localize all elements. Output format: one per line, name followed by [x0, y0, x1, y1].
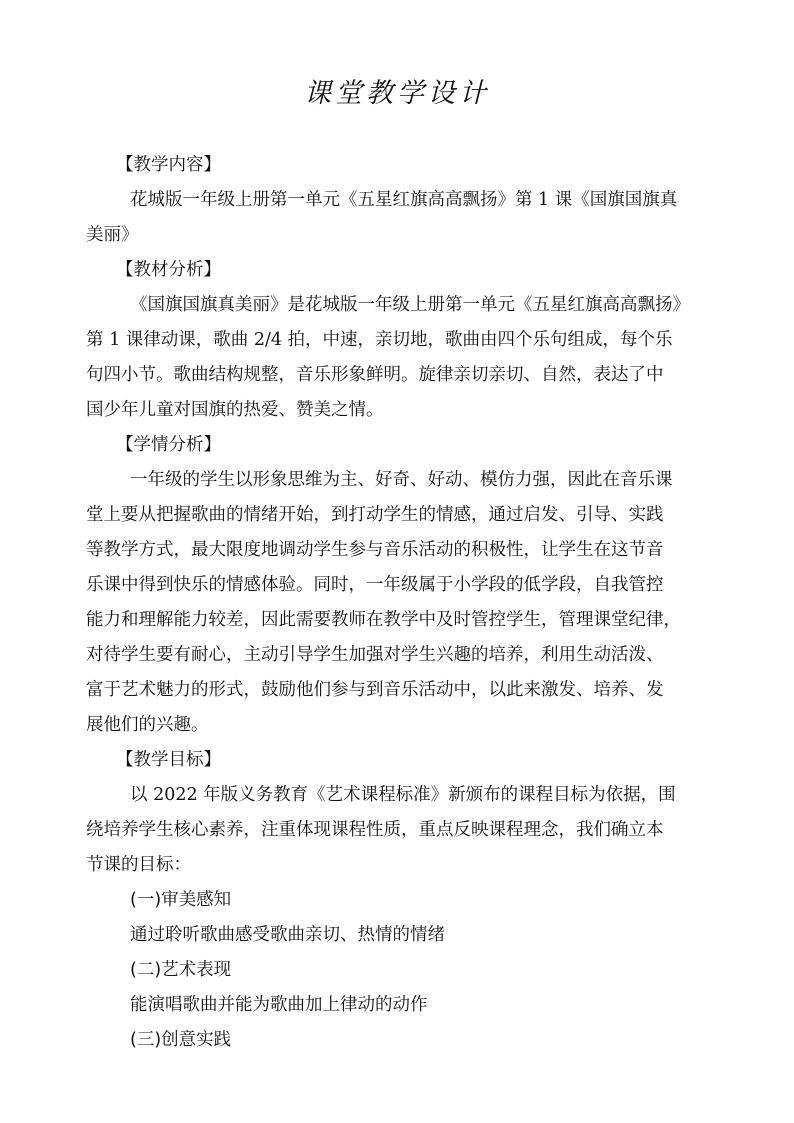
section-heading: 【学情分析】 [116, 435, 221, 455]
paragraph-line: 以 2022 年版义务教育《艺术课程标准》新颁布的课程目标为依据，围 [130, 785, 676, 805]
paragraph-line: 富于艺术魅力的形式，鼓励他们参与到音乐活动中，以此来激发、培养、发 [86, 680, 664, 700]
goal-item-text: 能演唱歌曲并能为歌曲加上律动的动作 [130, 995, 428, 1015]
paragraph-line: 绕培养学生核心素养，注重体现课程性质，重点反映课程理念，我们确立本 [86, 820, 664, 840]
document-body [86, 148, 710, 1058]
paragraph-line: 国少年儿童对国旗的热爱、赞美之情。 [86, 400, 384, 420]
paragraph-line: 能力和理解能力较差，因此需要教师在教学中及时管控学生，管理课堂纪律， [86, 610, 681, 630]
paragraph-line: 节课的目标： [86, 855, 191, 875]
paragraph-line: 花城版一年级上册第一单元《五星红旗高高飘扬》第 1 课《国旗国旗真 [130, 190, 678, 210]
paragraph-line: 一年级的学生以形象思维为主、好奇、好动、模仿力强，因此在音乐课 [130, 470, 673, 490]
section-heading: 【教学内容】 [116, 155, 221, 175]
paragraph-line: 第 1 课律动课，歌曲 2/4 拍，中速，亲切地，歌曲由四个乐句组成，每个乐 [86, 330, 673, 350]
paragraph-line: 等教学方式，最大限度地调动学生参与音乐活动的积极性，让学生在这节音 [86, 540, 664, 560]
paragraph-line: 堂上要从把握歌曲的情绪开始，到打动学生的情感，通过启发、引导、实践 [86, 505, 664, 525]
goal-item-label: (三)创意实践 [130, 1030, 232, 1050]
section-teaching-goals [86, 743, 710, 1058]
page-title: 课堂教学设计 [304, 78, 490, 109]
section-heading: 【教材分析】 [116, 260, 221, 280]
paragraph-line: 乐课中得到快乐的情感体验。同时，一年级属于小学段的低学段，自我管控 [86, 575, 664, 595]
paragraph-line: 美丽》 [86, 225, 139, 245]
section-heading: 【教学目标】 [116, 750, 221, 770]
section-student-analysis [86, 428, 710, 743]
goal-item-label: (一)审美感知 [130, 890, 232, 910]
goal-item-text: 通过聆听歌曲感受歌曲亲切、热情的情绪 [130, 925, 445, 945]
paragraph-line: 句四小节。歌曲结构规整，音乐形象鲜明。旋律亲切亲切、自然，表达了中 [86, 365, 664, 385]
paragraph-line: 展他们的兴趣。 [86, 715, 209, 735]
paragraph-line: 《国旗国旗真美丽》是花城版一年级上册第一单元《五星红旗高高飘扬》 [130, 295, 690, 315]
section-textbook-analysis [86, 253, 710, 428]
paragraph-line: 对待学生要有耐心，主动引导学生加强对学生兴趣的培养，利用生动活泼、 [86, 645, 664, 665]
goal-item-label: (二)艺术表现 [130, 960, 232, 980]
section-teaching-content [86, 148, 710, 253]
